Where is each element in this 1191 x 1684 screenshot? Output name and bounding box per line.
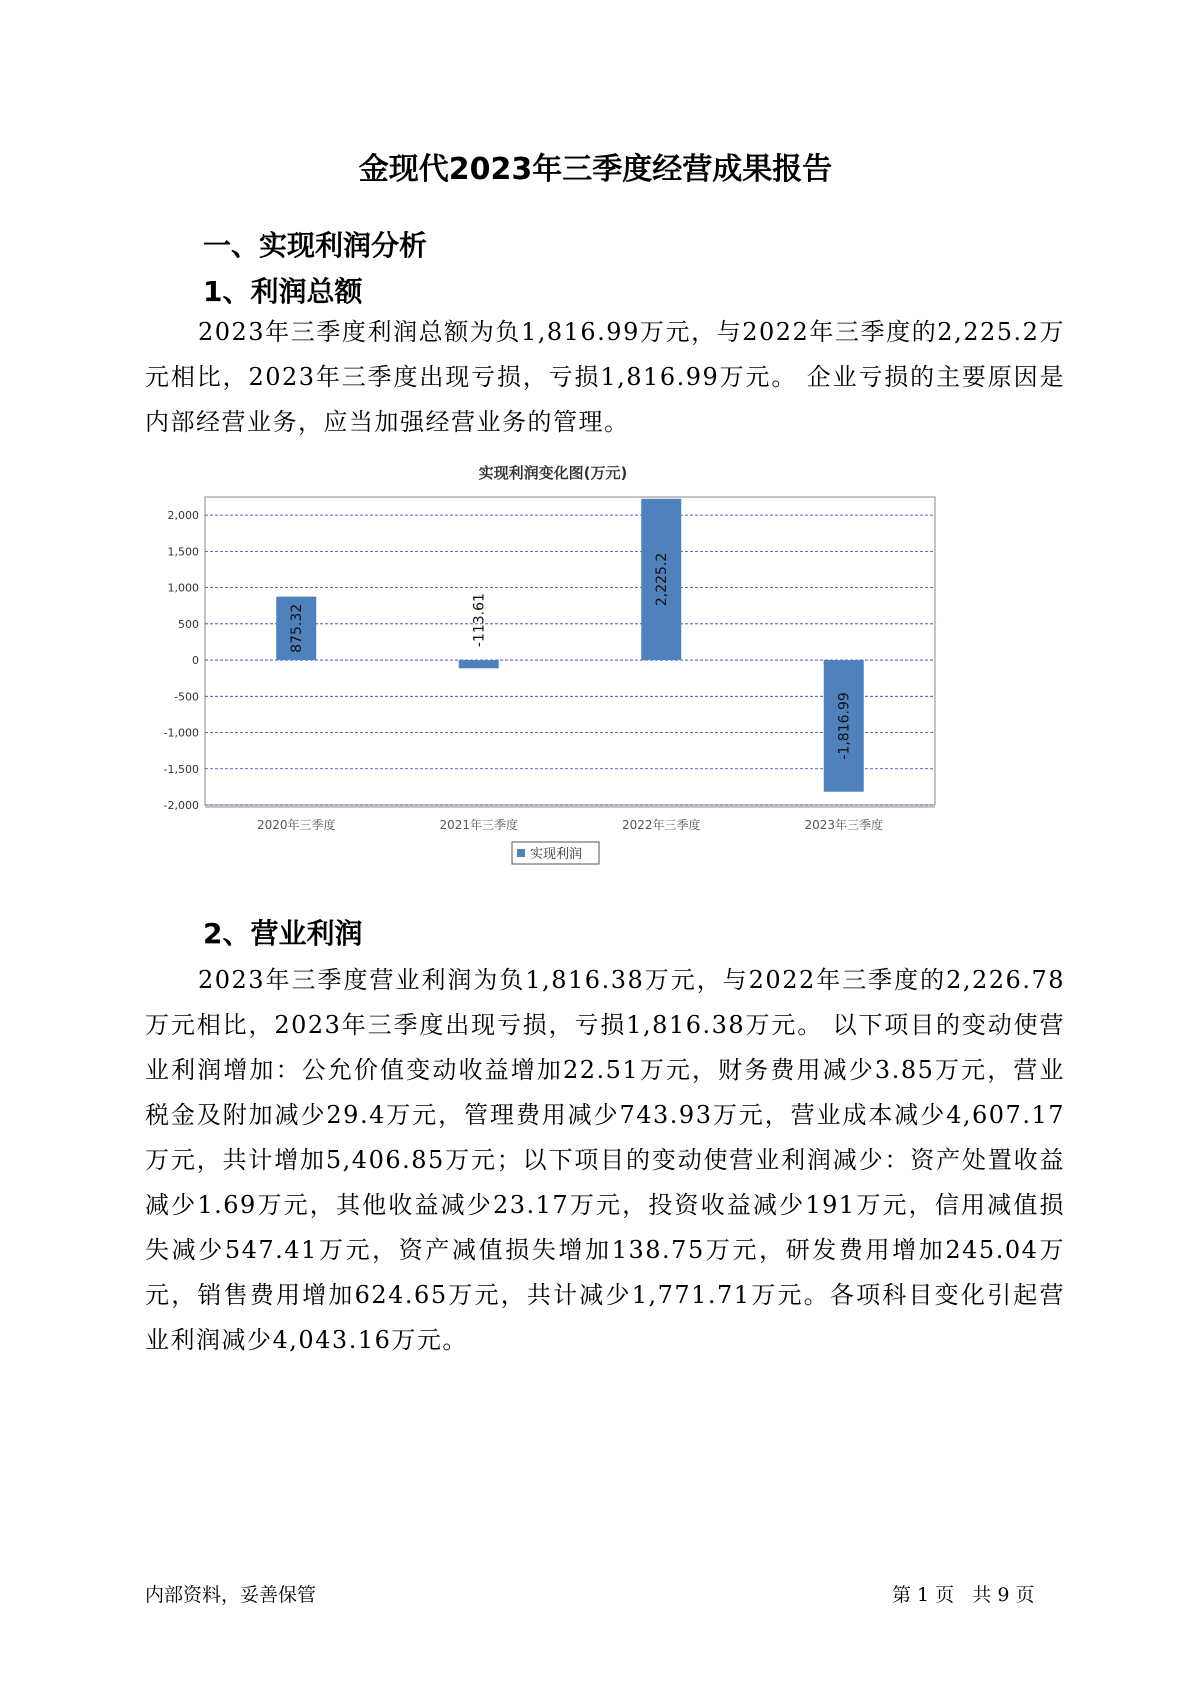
chart-bar (459, 660, 499, 668)
chart-data-label: 2,225.2 (654, 552, 671, 607)
chart-legend-label: 实现利润 (530, 847, 583, 862)
chart-y-tick-label: 500 (178, 617, 199, 631)
chart-y-axis (164, 509, 935, 812)
footer-confidential-note: 内部资料，妥善保管 (145, 1584, 317, 1606)
chart-y-tick-label: 2,000 (167, 509, 199, 523)
chart-y-tick-label: 0 (192, 654, 199, 668)
paragraph-total-profit: 2023年三季度利润总额为负1,816.99万元，与2022年三季度的2,225.2万元相比，2023年三季度出现亏损，亏损1,816.99万元。 企业亏损的主要原因是内部经营业务，应当加强经营业务的管理。 (145, 318, 1065, 436)
section-heading-profit-analysis: 一、实现利润分析 (203, 229, 428, 262)
chart-legend (512, 842, 599, 864)
chart-y-tick-label: 1,500 (167, 545, 199, 559)
chart-y-tick-label: 1,000 (167, 581, 199, 595)
chart-x-tick-label: 2021年三季度 (439, 818, 519, 832)
document-title: 金现代2023年三季度经营成果报告 (358, 152, 833, 187)
chart-y-tick-label: -500 (174, 690, 199, 704)
chart-y-tick-label: -1,500 (163, 762, 199, 776)
paragraph-operating-profit: 2023年三季度营业利润为负1,816.38万元，与2022年三季度的2,226.78万元相比，2023年三季度出现亏损，亏损1,816.38万元。 以下项目的变动使营业利润增加：公允价值变动收益增加22.51万元，财务费用减少3.85万元，营业税金及附加减少29.4万元，管理费用减少743.93万元，营业成本减少4,607.17万元，共计增加5,406.85万元；以下项目的变动使营业利润减少：资产处置收益减少1.69万元，其他收益减少23.17万元，投资收益减少191万元，信用减值损失减少547.41万元，资产减值损失增加138.75万元，研发费用增加245.04万元，销售费用增加624.65万元，共计减少1,771.71万元。各项科目变化引起营业利润减少4,043.16万元。 (145, 966, 1065, 1354)
profit-change-chart (145, 464, 1045, 945)
chart-legend-swatch (517, 849, 525, 857)
footer-page-number: 第 1 页 共 9 页 (892, 1584, 1035, 1606)
chart-x-tick-label: 2020年三季度 (256, 818, 336, 832)
chart-y-tick-label: -2,000 (163, 799, 199, 812)
subheading-operating-profit: 2、营业利润 (203, 917, 363, 950)
chart-x-tick-label: 2023年三季度 (804, 818, 884, 832)
chart-y-tick-label: -1,000 (163, 726, 199, 740)
chart-x-tick-label: 2022年三季度 (621, 818, 701, 832)
chart-svg (145, 464, 1045, 945)
subheading-total-profit: 1、利润总额 (203, 275, 363, 308)
chart-data-label: -1,816.99 (836, 692, 853, 760)
chart-data-label: -113.61 (471, 593, 488, 648)
chart-x-axis (257, 817, 883, 832)
chart-bars (276, 499, 864, 792)
chart-title: 实现利润变化图(万元) (478, 464, 628, 482)
chart-data-label: 875.32 (289, 603, 306, 653)
